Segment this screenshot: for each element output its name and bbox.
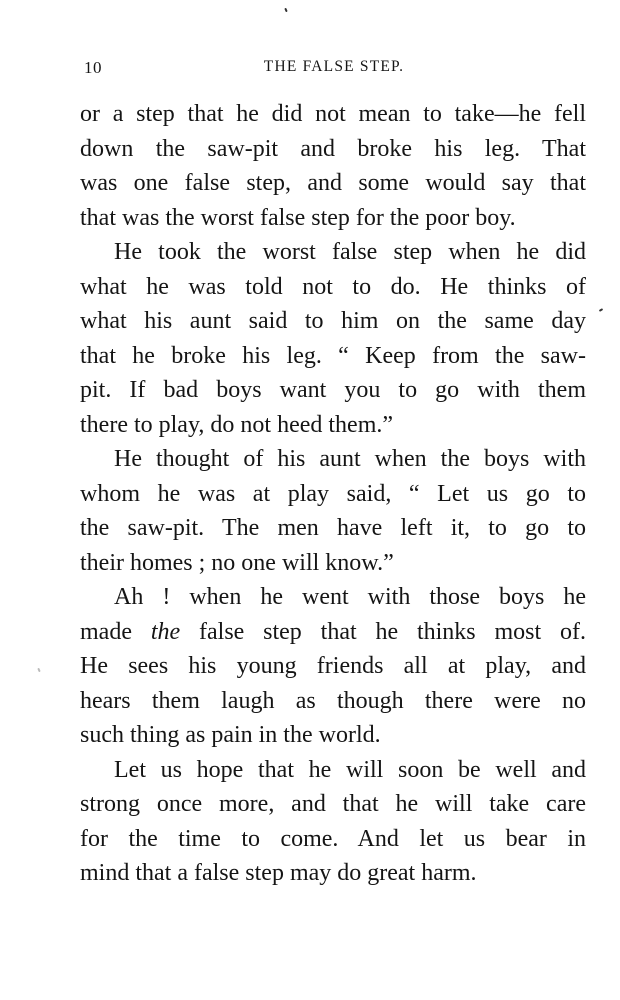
text-line: or a step that he did not mean to take—he fell xyxy=(80,101,586,127)
paragraph-1 xyxy=(80,97,586,235)
text-line: He took the worst false step when he did xyxy=(114,239,586,265)
text-line: mind that a false step may do great harm. xyxy=(80,860,477,886)
paragraph-3 xyxy=(80,442,586,580)
text-line: that he broke his leg. “ Keep from the saw- xyxy=(80,342,586,369)
text-line: strong once more, and that he will take care xyxy=(80,791,586,817)
running-title: THE FALSE STEP. xyxy=(263,58,405,75)
italic-word: the xyxy=(150,618,181,645)
body-text xyxy=(80,97,586,891)
text-line: there to play, do not heed them.” xyxy=(80,411,394,438)
text-line: was one false step, and some would say that xyxy=(80,170,586,196)
text-line: down the saw-pit and broke his leg. That xyxy=(80,135,586,162)
text-line: for the time to come. And let us bear in xyxy=(80,825,586,852)
text-line: what he was told not to do. He thinks of xyxy=(80,273,586,300)
text-fragment: made xyxy=(80,618,151,645)
paragraph-4 xyxy=(80,580,586,753)
text-line: He sees his young friends all at play, and xyxy=(80,653,586,679)
text-line: the saw-pit. The men have left it, to go to xyxy=(80,515,586,541)
text-line: pit. If bad boys want you to go with them xyxy=(80,377,586,403)
print-speck xyxy=(284,8,288,12)
text-line: that was the worst false step for the poor boy. xyxy=(80,204,516,231)
text-line: their homes ; no one will know.” xyxy=(80,549,394,576)
paragraph-2 xyxy=(80,235,586,442)
print-speck xyxy=(599,308,603,312)
running-head xyxy=(84,58,584,82)
text-line-with-italic xyxy=(80,615,586,650)
text-line: what his aunt said to him on the same day xyxy=(80,308,586,334)
print-speck xyxy=(37,668,41,672)
text-line: Ah ! when he went with those boys he xyxy=(114,584,586,610)
paragraph-5 xyxy=(80,753,586,891)
page-number: 10 xyxy=(84,58,102,77)
text-line: whom he was at play said, “ Let us go to xyxy=(80,480,586,507)
text-line: such thing as pain in the world. xyxy=(80,722,381,748)
text-fragment: false step that he thinks most of. xyxy=(199,618,586,645)
text-line: He thought of his aunt when the boys with xyxy=(114,446,586,472)
text-line: Let us hope that he will soon be well and xyxy=(114,756,586,783)
text-line: hears them laugh as though there were no xyxy=(80,687,586,714)
